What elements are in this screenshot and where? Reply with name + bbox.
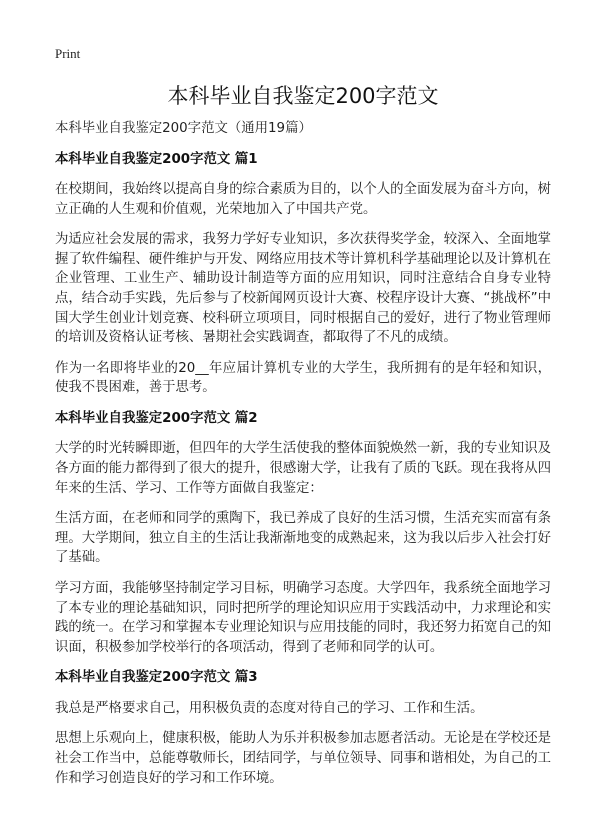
paragraph: 作为一名即将毕业的20__年应届计算机专业的大学生，我所拥有的是年轻和知识，使我不畏困难，善于思考。 [55,360,551,396]
paragraph: 我总是严格要求自己，用积极负责的态度对待自己的学习、工作和生活。 [55,700,484,716]
document-body [55,119,551,799]
document-subtitle: 本科毕业自我鉴定200字范文（通用19篇） [55,121,312,136]
paragraph: 思想上乐观向上，健康积极，能助人为乐并积极参加志愿者活动。无论是在学校还是社会工作当中，总能尊敬师长，团结同学，与单位领导、同事和谐相处，为自己的工作和学习创造良好的学习和工作环境。 [55,731,551,786]
paragraph: 学习方面，我能够坚持制定学习目标，明确学习态度。大学四年，我系统全面地学习了本专业的理论基础知识，同时把所学的理论知识应用于实践活动中，力求理论和实践的统一。在学习和掌握本专业理论知识与应用技能的同时，我还努力拓宽自己的知识面，积极参加学校举行的各项活动，得到了老师和同学的认可。 [55,581,551,655]
print-link[interactable]: Print [55,46,81,61]
paragraph: 为适应社会发展的需求，我努力学好专业知识，多次获得奖学金，较深入、全面地掌握了软件编程、硬件维护与开发、网络应用技术等计算机科学基础理论以及计算机在企业管理、工业生产、辅助设计制造等方面的应用知识，同时注意结合自身专业特点，结合动手实践，先后参与了校新闻网页设计大赛、校程序设计大赛、“挑战杯”中国大学生创业计划竞赛、校科研立项项目，同时根据自己的爱好，进行了物业管理师的培训及资格认证考核、暑期社会实践调查，都取得了不凡的成绩。 [55,232,551,346]
paragraph: 生活方面，在老师和同学的熏陶下，我已养成了良好的生活习惯，生活充实而富有条理。大学期间，独立自主的生活让我渐渐地变的成熟起来，这为我以后步入社会打好了基础。 [55,511,551,566]
section-heading-1: 本科毕业自我鉴定200字范文 篇1 [55,151,258,167]
section-heading-3: 本科毕业自我鉴定200字范文 篇3 [55,670,258,686]
section-heading-2: 本科毕业自我鉴定200字范文 篇2 [55,410,258,426]
paragraph: 在校期间，我始终以提高自身的综合素质为目的，以个人的全面发展为奋斗方向，树立正确的人生观和价值观，光荣地加入了中国共产党。 [55,182,551,217]
page-title: 本科毕业自我鉴定200字范文 [167,84,439,108]
paragraph: 大学的时光转瞬即逝，但四年的大学生活使我的整体面貌焕然一新，我的专业知识及各方面的能力都得到了很大的提升，很感谢大学，让我有了质的飞跃。现在我将从四年来的生活、学习、工作等方面做自我鉴定： [55,441,551,496]
